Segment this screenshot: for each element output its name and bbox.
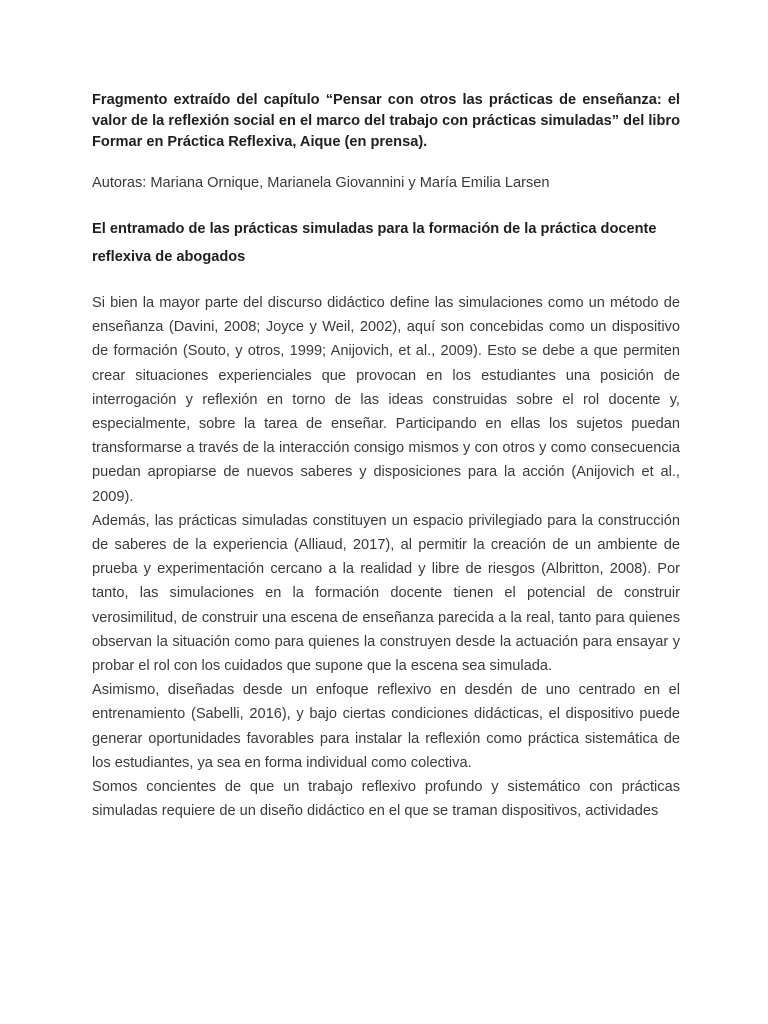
fragment-heading: Fragmento extraído del capítulo “Pensar con otros las prácticas de enseñanza: el valor de la reflexión social en el marco del trabajo con prácticas simuladas” del libro Formar en Práctica Reflexiva, Aique (en prensa). — [92, 92, 680, 150]
body-text — [92, 291, 680, 823]
document-page — [92, 90, 680, 823]
paragraph: Asimismo, diseñadas desde un enfoque reflexivo en desdén de uno centrado en el entrenamiento (Sabelli, 2016), y bajo ciertas condiciones didácticas, el dispositivo puede generar oportunidades favorables para instalar la reflexión como práctica sistemática de los estudiantes, ya sea en forma individual como colectiva. — [92, 682, 680, 771]
paragraph: Somos concientes de que un trabajo reflexivo profundo y sistemático con prácticas simuladas requiere de un diseño didáctico en el que se traman dispositivos, actividades — [92, 779, 680, 820]
paragraph: Además, las prácticas simuladas constituyen un espacio privilegiado para la construcción de saberes de la experiencia (Alliaud, 2017), al permitir la creación de un ambiente de prueba y experimentación cercano a la realidad y libre de riesgos (Albritton, 2008). Por tanto, las simulaciones en la formación docente tienen el potencial de construir verosimilitud, de construir una escena de enseñanza parecida a la real, tanto para quienes observan la situación como para quienes la construyen desde la actuación para ensayar y probar el rol con los cuidados que supone que la escena sea simulada. — [92, 512, 680, 675]
paragraph: Si bien la mayor parte del discurso didáctico define las simulaciones como un método de enseñanza (Davini, 2008; Joyce y Weil, 2002), aquí son concebidas como un dispositivo de formación (Souto, y otros, 1999; Anijovich, et al., 2009). Esto se debe a que permiten crear situaciones experienciales que provocan en los estudiantes una posición de interrogación y reflexión en torno de las ideas construidas sobre el rol docente y, especialmente, sobre la tarea de enseñar. Participando en ellas los sujetos puedan transformarse a través de la interacción consigo mismos y con otros y como consecuencia puedan apropiarse de nuevos saberes y disposiciones para la acción (Anijovich et al., 2009). — [92, 295, 680, 505]
section-title: El entramado de las prácticas simuladas para la formación de la práctica docente reflexiva de abogados — [92, 221, 657, 265]
authors-line: Autoras: Mariana Ornique, Marianela Giovannini y María Emilia Larsen — [92, 175, 550, 191]
